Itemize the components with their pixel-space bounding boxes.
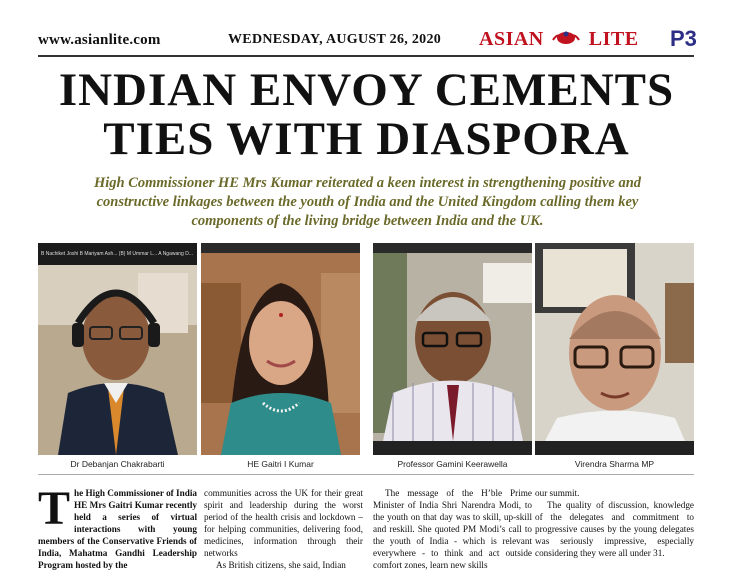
paragraph: As British citizens, she said, Indian [216, 560, 346, 570]
body-column-3 [373, 487, 532, 571]
logo-text-lite: LITE [588, 28, 639, 50]
photo-gaitri-kumar [201, 243, 360, 455]
standfirst: High Commissioner HE Mrs Kumar reiterated a keen interest in strengthening positive and constructive linkages between the youth of India and the United Kingdom calling them key components of the living bridge between India and the UK. [93, 175, 642, 229]
masthead-rule [38, 55, 694, 57]
lion-crest-icon [549, 29, 583, 45]
body-column-1 [38, 487, 197, 571]
caption-virendra-sharma: Virendra Sharma MP [574, 459, 655, 469]
lead-paragraph: he High Commissioner of India HE Mrs Gaitri Kumar recently held a series of virtual interactions with young members of the Conservative Friends of India, Mahatma Gandhi Leadership Program hosted by the [38, 488, 197, 570]
issue-date: WEDNESDAY, AUGUST 26, 2020 [228, 32, 442, 47]
drop-cap: T [38, 487, 71, 535]
caption-debanjan-chakrabarti: Dr Debanjan Chakrabarti [70, 459, 165, 469]
masthead [38, 26, 697, 54]
caption-gaitri-kumar: HE Gaitri I Kumar [247, 459, 314, 469]
photo-debanjan-chakrabarti [38, 243, 197, 455]
photo-virendra-sharma [535, 243, 694, 455]
headline-line-1: INDIAN ENVOY CEMENTS [58, 64, 675, 116]
paragraph: The message of the H’ble Prime Minister of India Shri Narendra Modi, to the youth on that day was to skill, up-skill and reskill. She quoted PM Modi’s call to the youth of India - which is relevant everywhere - to think and act outside comfort zones, learn new skills [373, 488, 532, 570]
asian-lite-logo [479, 28, 639, 51]
site-url[interactable]: www.asianlite.com [38, 32, 161, 48]
article-body [38, 487, 694, 580]
caption-rule [38, 474, 694, 475]
logo-text-asian: ASIAN [479, 28, 544, 50]
paragraph: The quality of discussion, knowledge of the delegates and commitment to progressive causes by the young delegates was seriously impressive, especially considering they were all under 31. [535, 500, 694, 558]
headline-line-2: TIES WITH DIASPORA [103, 113, 630, 165]
body-column-4 [535, 487, 694, 559]
body-column-2 [204, 487, 363, 571]
video-participant-strip: B Nachiket Joshi B Mariyam Ash... (B) M Ummar L... A Ngawang D... [38, 243, 197, 265]
page-number: P3 [670, 26, 697, 51]
headline [30, 66, 703, 164]
paragraph: communities across the UK for their great spirit and leadership during the worst period of the health crisis and lockdown – for helping communities, delivering food, medicines, information through their networks [204, 488, 363, 558]
paragraph: our summit. [535, 488, 580, 498]
photo-gamini-keerawella [373, 243, 532, 455]
caption-gamini-keerawella: Professor Gamini Keerawella [397, 459, 508, 469]
